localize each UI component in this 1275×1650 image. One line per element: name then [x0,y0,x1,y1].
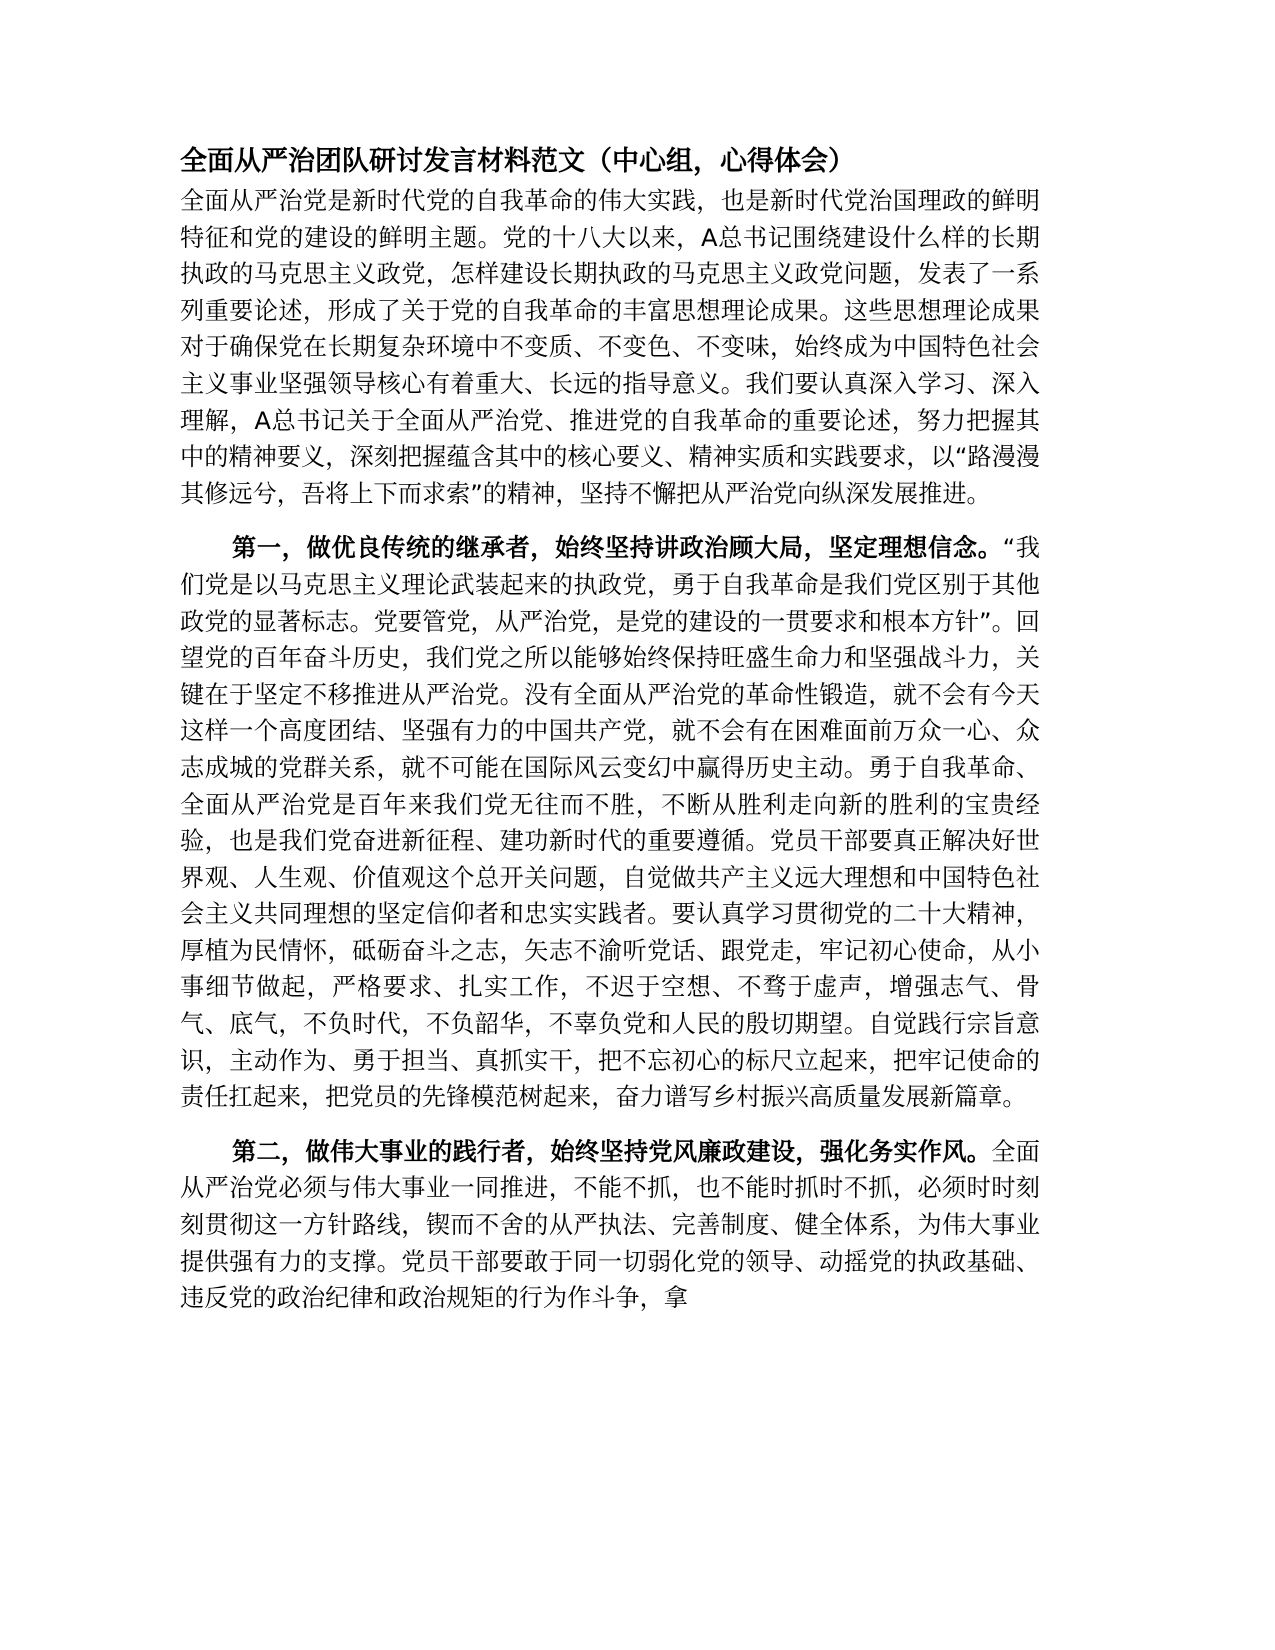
paragraph-intro [180,183,1040,512]
document-title: 全面从严治团队研讨发言材料范文（中心组，心得体会） [180,146,855,177]
section-one-heading: 第一，做优良传统的继承者，始终坚持讲政治顾大局，坚定理想信念。 [232,534,1003,563]
section-two-heading: 第二，做伟大事业的践行者，始终坚持党风廉政建设，强化务实作风。 [232,1137,992,1166]
paragraph-body: 全面从严治党是新时代党的自我革命的伟大实践，也是新时代党治国理政的鲜明特征和党的建设的鲜明主题。党的十八大以来，A总书记围绕建设什么样的长期执政的马克思主义政党，怎样建设长期执政的马克思主义政党问题，发表了一系列重要论述，形成了关于党的自我革命的丰富思想理论成果。这些思想理论成果对于确保党在长期复杂环境中不变质、不变色、不变味，始终成为中国特色社会主义事业坚强领导核心有着重大、长远的指导意义。我们要认真深入学习、深入理解，A总书记关于全面从严治党、推进党的自我革命的重要论述，努力把握其中的精神要义，深刻把握蕴含其中的核心要义、精神实质和实践要求，以“路漫漫其修远兮，吾将上下而求索”的精神，坚持不懈把从严治党向纵深发展推进。 [180,187,1040,508]
paragraph-section-two [180,1134,1040,1317]
paragraph-body: 全面从严治党必须与伟大事业一同推进，不能不抓，也不能时抓时不抓，必须时时刻刻贯彻这一方针路线，锲而不舍的从严执法、完善制度、健全体系，为伟大事业提供强有力的支撑。党员干部要敢于同一切弱化党的领导、动摇党的执政基础、违反党的政治纪律和政治规矩的行为作斗争，拿 [180,1137,1040,1313]
document-page [180,141,1040,1317]
paragraph-section-one [180,530,1040,1116]
paragraph-body: “我们党是以马克思主义理论武装起来的执政党，勇于自我革命是我们党区别于其他政党的显著标志。党要管党，从严治党，是党的建设的一贯要求和根本方针”。回望党的百年奋斗历史，我们党之所以能够始终保持旺盛生命力和坚强战斗力，关键在于坚定不移推进从严治党。没有全面从严治党的革命性锻造，就不会有今天这样一个高度团结、坚强有力的中国共产党，就不会有在困难面前万众一心、众志成城的党群关系，就不可能在国际风云变幻中赢得历史主动。勇于自我革命、全面从严治党是百年来我们党无往而不胜，不断从胜利走向新的胜利的宝贵经验，也是我们党奋进新征程、建功新时代的重要遵循。党员干部要真正解决好世界观、人生观、价值观这个总开关问题，自觉做共产主义远大理想和中国特色社会主义共同理想的坚定信仰者和忠实实践者。要认真学习贯彻党的二十大精神，厚植为民情怀，砥砺奋斗之志，矢志不渝听党话、跟党走，牢记初心使命，从小事细节做起，严格要求、扎实工作，不迟于空想、不骛于虚声，增强志气、骨气、底气，不负时代，不负韶华，不辜负党和人民的殷切期望。自觉践行宗旨意识，主动作为、勇于担当、真抓实干，把不忘初心的标尺立起来，把牢记使命的责任扛起来，把党员的先锋模范树起来，奋力谱写乡村振兴高质量发展新篇章。 [180,534,1040,1112]
